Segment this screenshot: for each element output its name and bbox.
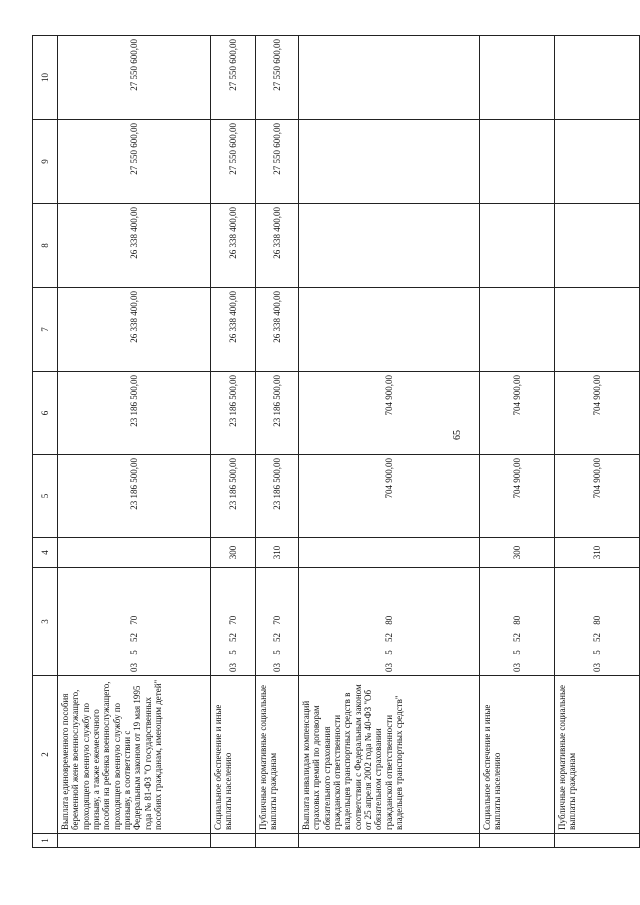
row-code-cell: 03 5 52 70 — [211, 568, 256, 676]
col-header: 3 — [33, 568, 58, 676]
value-cell-10 — [555, 36, 640, 120]
row-name-cell: Публичные нормативные социальные выплаты гражданам — [555, 676, 640, 834]
value-cell-9 — [555, 120, 640, 204]
value-cell-6: 704 900,00 — [480, 372, 555, 455]
value-cell-7: 26 338 400,00 — [211, 288, 256, 372]
row-type-cell: 310 — [555, 538, 640, 568]
row-type-cell: 300 — [211, 538, 256, 568]
value-cell-7: 26 338 400,00 — [58, 288, 211, 372]
value-cell-10 — [480, 36, 555, 120]
value-cell-8 — [480, 204, 555, 288]
value-cell-6: 704 900,00 — [555, 372, 640, 455]
row-type-cell: 310 — [256, 538, 299, 568]
row-code-cell: 03 5 52 70 — [58, 568, 211, 676]
row-code-cell: 03 5 52 80 — [480, 568, 555, 676]
value-cell-5: 23 186 500,00 — [211, 455, 256, 538]
table-row — [256, 36, 299, 848]
value-cell-7 — [480, 288, 555, 372]
row-type-cell — [58, 538, 211, 568]
col-header: 5 — [33, 455, 58, 538]
row-index-cell — [299, 834, 480, 848]
row-index-cell — [211, 834, 256, 848]
value-cell-7 — [555, 288, 640, 372]
col-header: 1 — [33, 834, 58, 848]
value-cell-10: 27 550 600,00 — [58, 36, 211, 120]
row-index-cell — [480, 834, 555, 848]
value-cell-9 — [480, 120, 555, 204]
value-cell-10 — [299, 36, 480, 120]
value-cell-5: 23 186 500,00 — [256, 455, 299, 538]
value-cell-6: 704 900,00 — [299, 372, 480, 455]
value-cell-9 — [299, 120, 480, 204]
value-cell-9: 27 550 600,00 — [256, 120, 299, 204]
row-name-cell: Социальное обеспечение и иные выплаты населению — [211, 676, 256, 834]
row-code-cell: 03 5 52 70 — [256, 568, 299, 676]
value-cell-9: 27 550 600,00 — [211, 120, 256, 204]
col-header: 8 — [33, 204, 58, 288]
col-header: 10 — [33, 36, 58, 120]
row-code-cell: 03 5 52 80 — [299, 568, 480, 676]
row-name-cell: Выплата единовременного пособия беременной жене военнослужащего, проходящего военную службу по призыву, а также ежемесячного пособия на ребенка военнослужащего, проходящего военную службу по призыву, в соответствии с Федеральным законом от 19 мая 1995 года № 81-ФЗ "О государственных пособиях гражданам, имеющим детей" — [58, 676, 211, 834]
row-type-cell: 300 — [480, 538, 555, 568]
value-cell-8: 26 338 400,00 — [256, 204, 299, 288]
col-header: 9 — [33, 120, 58, 204]
value-cell-6: 23 186 500,00 — [58, 372, 211, 455]
value-cell-8: 26 338 400,00 — [211, 204, 256, 288]
header-row — [33, 36, 58, 848]
value-cell-5: 704 900,00 — [299, 455, 480, 538]
value-cell-7 — [299, 288, 480, 372]
row-name-cell: Выплата инвалидам компенсаций страховых премий по договорам обязательного страхования гражданской ответственности владельцев транспортных средств в соответствии с Федеральным законом от 25 апреля 2002 года № 40-ФЗ "Об обязательном страховании гражданской ответственности владельцев транспортных средств" — [299, 676, 480, 834]
row-name-cell: Публичные нормативные социальные выплаты гражданам — [256, 676, 299, 834]
value-cell-10: 27 550 600,00 — [256, 36, 299, 120]
row-code-cell: 03 5 52 80 — [555, 568, 640, 676]
row-index-cell — [58, 834, 211, 848]
value-cell-10: 27 550 600,00 — [211, 36, 256, 120]
table-row — [480, 36, 555, 848]
row-index-cell — [555, 834, 640, 848]
value-cell-8 — [555, 204, 640, 288]
value-cell-7: 26 338 400,00 — [256, 288, 299, 372]
value-cell-6: 23 186 500,00 — [256, 372, 299, 455]
value-cell-5: 704 900,00 — [480, 455, 555, 538]
table-row — [555, 36, 640, 848]
table-row — [211, 36, 256, 848]
col-header: 7 — [33, 288, 58, 372]
value-cell-5: 704 900,00 — [555, 455, 640, 538]
value-cell-5: 23 186 500,00 — [58, 455, 211, 538]
row-name-cell: Социальное обеспечение и иные выплаты населению — [480, 676, 555, 834]
value-cell-6: 23 186 500,00 — [211, 372, 256, 455]
value-cell-8 — [299, 204, 480, 288]
col-header: 2 — [33, 676, 58, 834]
budget-table — [32, 35, 640, 848]
row-type-cell — [299, 538, 480, 568]
rotated-budget-table — [32, 36, 604, 848]
value-cell-9: 27 550 600,00 — [58, 120, 211, 204]
value-cell-8: 26 338 400,00 — [58, 204, 211, 288]
col-header: 4 — [33, 538, 58, 568]
table-row — [58, 36, 211, 848]
table-row — [299, 36, 480, 848]
col-header: 6 — [33, 372, 58, 455]
row-index-cell — [256, 834, 299, 848]
page-number: 65 — [452, 430, 463, 440]
